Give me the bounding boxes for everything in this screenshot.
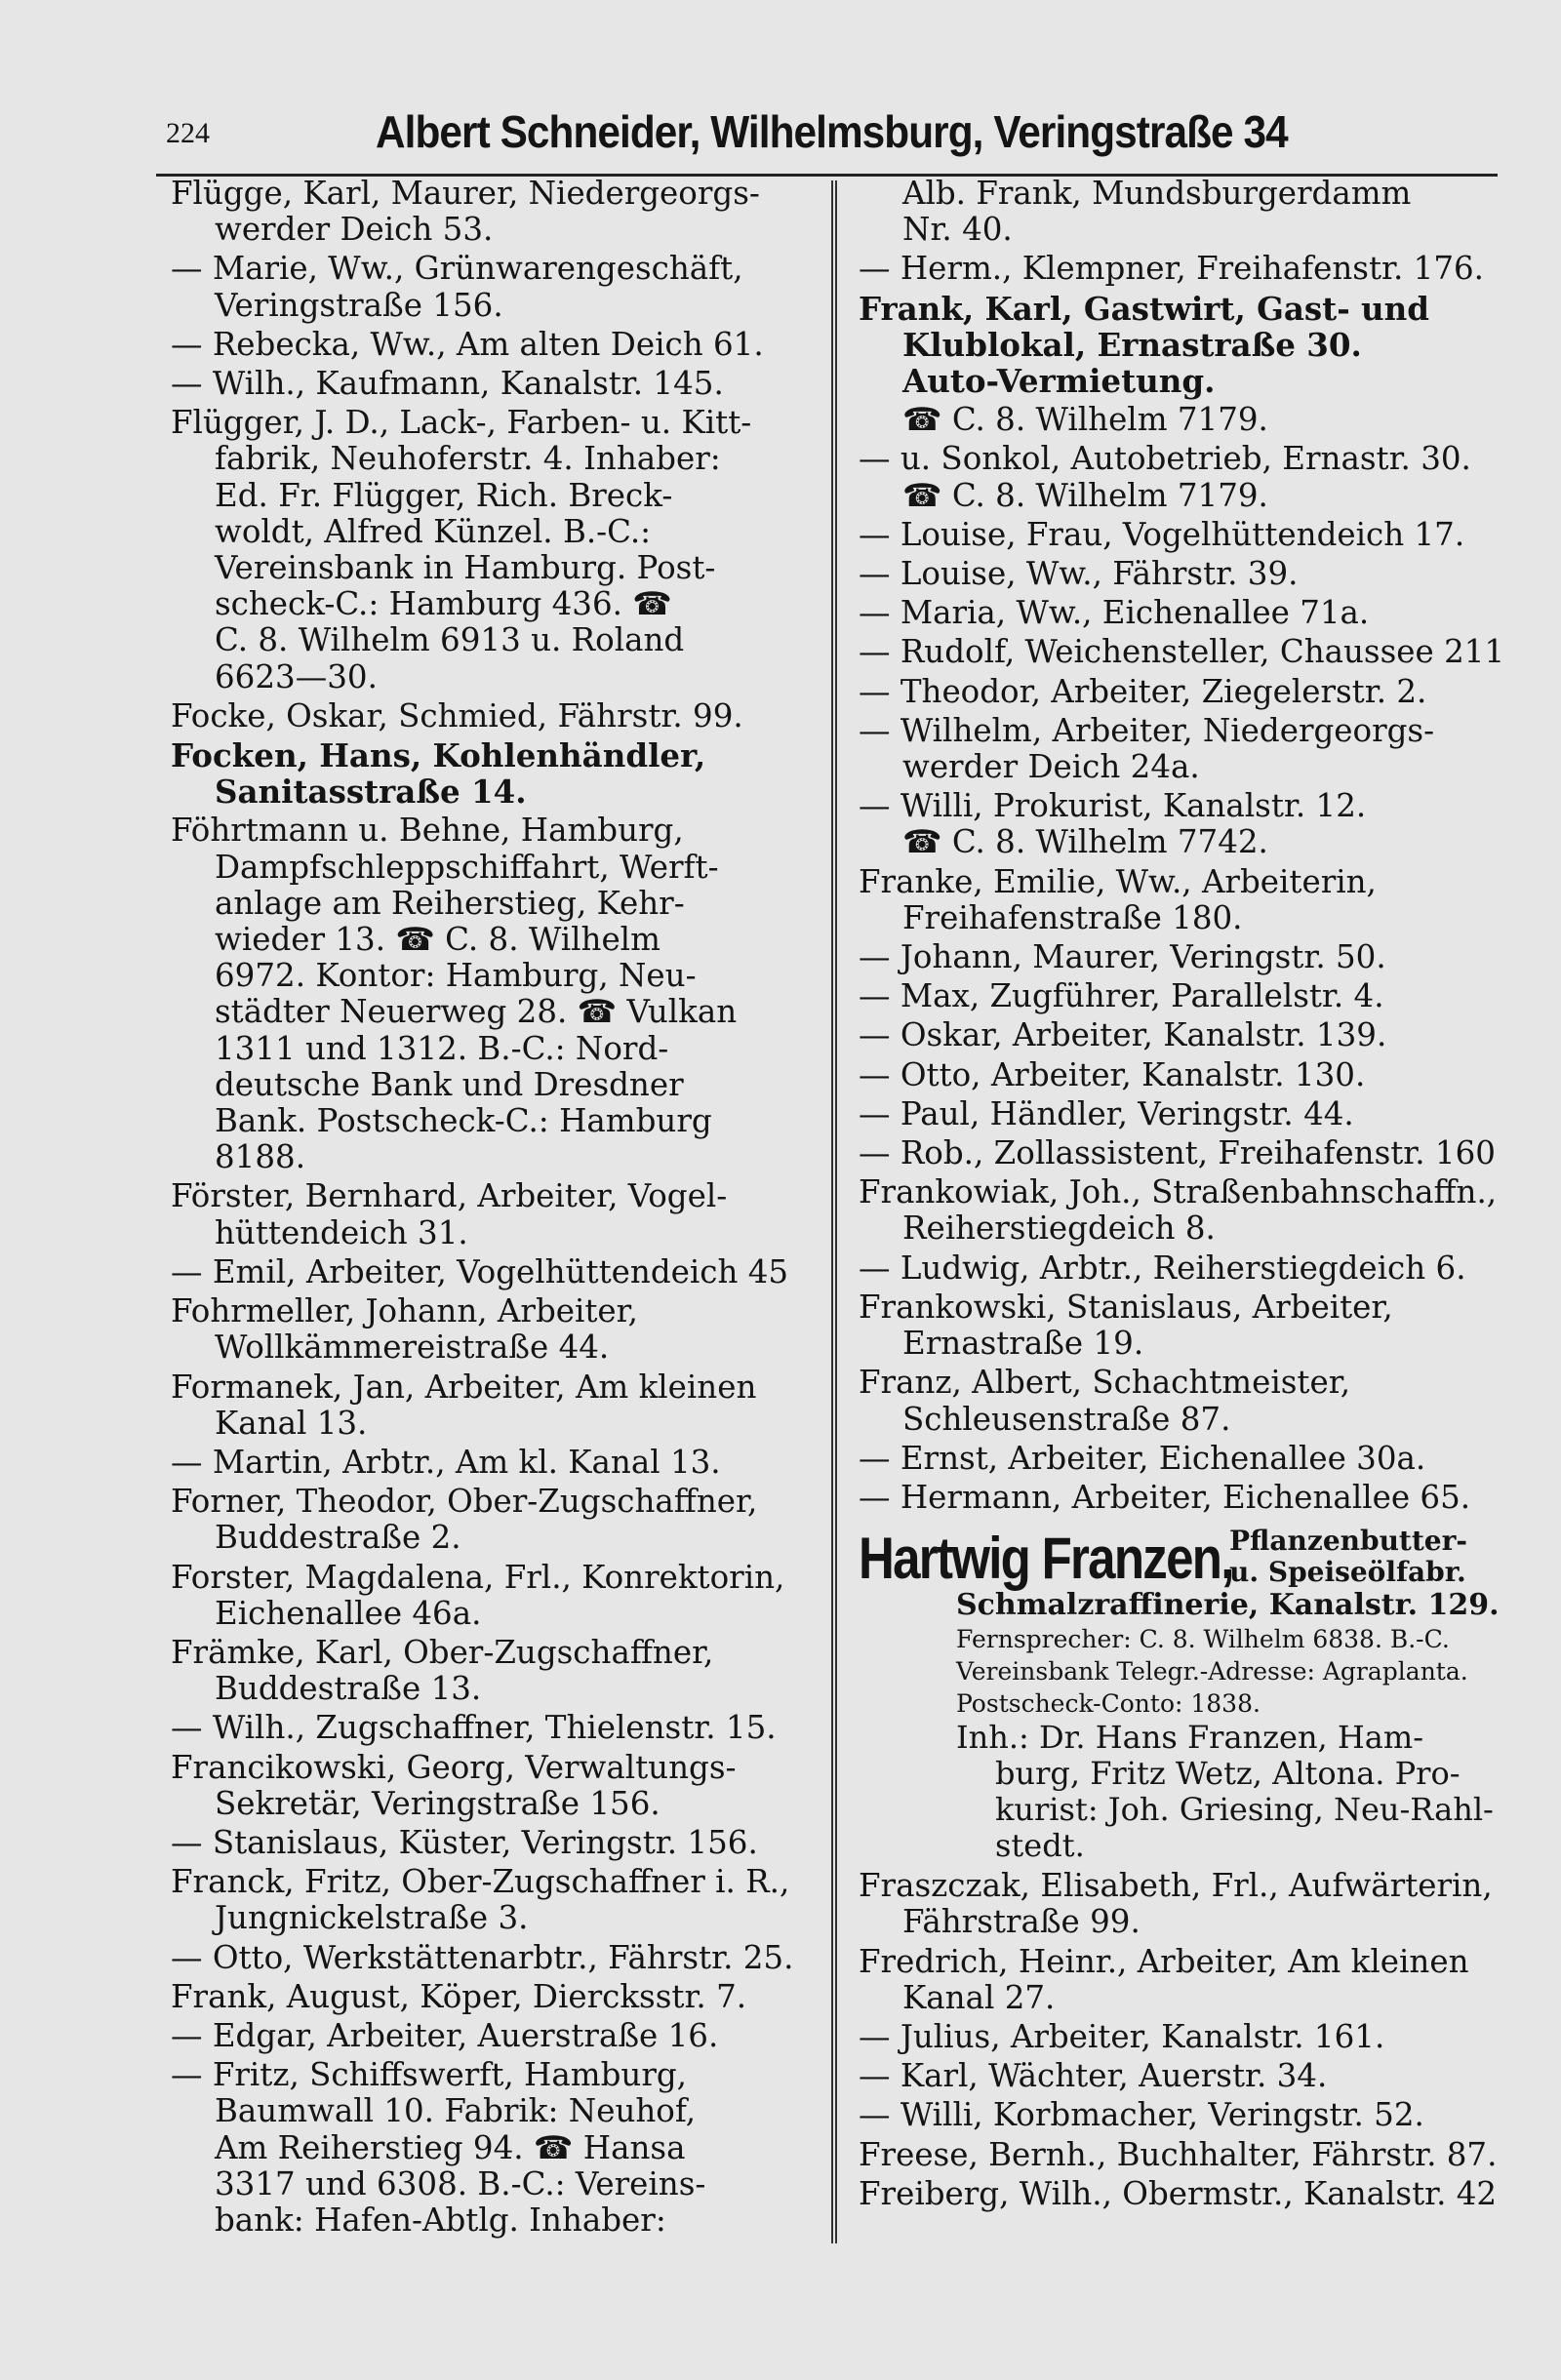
entry-line: — Ernst, Arbeiter, Eichenallee 30a. [859,1439,1426,1477]
entry-line: wieder 13. ☎ C. 8. Wilhelm [215,921,660,959]
directory-entry [859,634,1504,670]
entry-line: — Karl, Wächter, Auerstr. 34. [859,2057,1328,2095]
directory-entry [171,813,820,1175]
entry-line: Ernastraße 19. [902,1325,1144,1363]
ad-trade-line-1: Pflanzenbutter- [1229,1525,1467,1558]
ad-company-name: Hartwig Franzen, [859,1526,1233,1592]
entry-line: — Rob., Zollassistent, Freihafenstr. 160 [859,1134,1496,1172]
ad-body-line: kurist: Joh. Griesing, Neu-Rahl- [995,1791,1494,1829]
entry-line: anlage am Reiherstieg, Kehr- [215,884,685,922]
entry-line: Reiherstiegdeich 8. [902,1210,1216,1248]
ad-trade-line-2: u. Speiseölfabr. [1229,1556,1466,1589]
entry-line: Auto-Vermietung. [902,362,1216,401]
entry-line: — Willi, Prokurist, Kanalstr. 12. [859,787,1367,825]
directory-entry [859,251,1504,287]
directory-entry [171,1445,820,1481]
entry-line: Forner, Theodor, Ober-Zugschaffner, [171,1483,758,1521]
entry-line: C. 8. Wilhelm 6913 u. Roland [215,621,685,659]
advertisement [859,1526,1504,1864]
entry-line: 6623—30. [215,657,378,695]
entry-line: Sanitasstraße 14. [215,773,527,812]
entry-line: — Stanislaus, Küster, Veringstr. 156. [171,1823,758,1861]
directory-entry [171,327,820,363]
directory-entry [171,176,820,248]
entry-line: Ed. Fr. Flügger, Rich. Breck- [215,476,673,514]
entry-line: Frankowiak, Joh., Straßenbahnschaffn., [859,1173,1498,1211]
entry-line: — u. Sonkol, Autobetrieb, Ernastr. 30. [859,440,1471,478]
directory-entry [859,674,1504,710]
ad-body-line: burg, Fritz Wetz, Altona. Pro- [995,1755,1461,1793]
entry-line: Fredrich, Heinr., Arbeiter, Am kleinen [859,1942,1469,1980]
page-number: 224 [166,117,210,149]
directory-entry [859,1057,1504,1093]
entry-line: — Edgar, Arbeiter, Auerstraße 16. [171,2016,719,2054]
entry-line: werder Deich 24a. [902,748,1200,786]
entry-line: ☎ C. 8. Wilhelm 7742. [902,823,1268,861]
directory-entry [171,251,820,323]
column-divider [831,180,837,2243]
right-column-entries [859,176,1504,1516]
entry-line: hüttendeich 31. [215,1213,468,1251]
directory-entry [859,1135,1504,1171]
directory-entry [859,1017,1504,1053]
entry-line: — Hermann, Arbeiter, Eichenallee 65. [859,1478,1471,1516]
entry-line: fabrik, Neuhoferstr. 4. Inhaber: [215,440,721,478]
entry-line: Freiberg, Wilh., Obermstr., Kanalstr. 42 [859,2174,1498,2212]
directory-entry [171,405,820,695]
directory-entry [859,2058,1504,2094]
directory-entry [859,517,1504,553]
entry-line: — Emil, Arbeiter, Vogelhüttendeich 45 [171,1252,789,1290]
entry-line: 6972. Kontor: Hamburg, Neu- [215,957,697,995]
ad-header [859,1525,1504,1592]
entry-line: Dampfschleppschiffahrt, Werft- [215,848,719,886]
entry-line: — Julius, Arbeiter, Kanalstr. 161. [859,2017,1385,2055]
directory-entry [859,291,1504,400]
directory-entry [171,1635,820,1707]
directory-entry [859,595,1504,631]
entry-line: — Otto, Werkstättenarbtr., Fährstr. 25. [171,1938,794,1976]
directory-entry [859,1868,1504,1940]
entry-line: Jungnickelstraße 3. [215,1899,529,1937]
entry-line: — Max, Zugführer, Parallelstr. 4. [859,977,1384,1015]
directory-entry [859,713,1504,785]
entry-line: — Rudolf, Weichensteller, Chaussee 211 [859,633,1505,671]
entry-line: — Herm., Klempner, Freihafenstr. 176. [859,250,1485,288]
entry-line: Alb. Frank, Mundsburgerdamm [902,175,1412,212]
entry-line: Frank, August, Köper, Diercksstr. 7. [171,1977,747,2015]
entry-line: — Wilh., Zugschaffner, Thielenstr. 15. [171,1709,777,1747]
directory-entry [859,864,1504,936]
entry-line: 3317 und 6308. B.-C.: Vereins- [215,2164,706,2202]
ad-postscheck-line: Postscheck-Conto: 1838. [956,1689,1261,1719]
ad-body [859,1720,1504,1864]
entry-line: — Marie, Ww., Grünwarengeschäft, [171,250,743,288]
directory-entry [859,556,1504,592]
entry-line: ☎ C. 8. Wilhelm 7179. [902,476,1268,514]
entry-line: Sekretär, Veringstraße 156. [215,1784,660,1822]
entry-line: Freese, Bernh., Buchhalter, Fährstr. 87. [859,2135,1498,2173]
entry-line: Wollkämmereistraße 44. [215,1329,610,1367]
right-column [859,176,1504,2215]
entry-line: Buddestraße 13. [215,1670,482,1708]
entry-line: Eichenallee 46a. [215,1594,482,1632]
entry-line: Veringstraße 156. [215,286,503,324]
right-column-entries-after-ad [859,1868,1504,2212]
entry-line: Forster, Magdalena, Frl., Konrektorin, [171,1558,785,1596]
directory-entry [859,2097,1504,2133]
entry-line: Förster, Bernhard, Arbeiter, Vogel- [171,1177,728,1215]
entry-line: 8188. [215,1138,306,1176]
directory-entry [171,1825,820,1861]
entry-line: Am Reiherstieg 94. ☎ Hansa [215,2128,686,2166]
directory-entry [171,1750,820,1822]
entry-line: Focke, Oskar, Schmied, Fährstr. 99. [171,696,743,734]
entry-line: Kanal 13. [215,1404,368,1442]
entry-line: — Martin, Arbtr., Am kl. Kanal 13. [171,1443,721,1481]
entry-line: Frank, Karl, Gastwirt, Gast- und [859,289,1429,328]
entry-line: — Ludwig, Arbtr., Reiherstiegdeich 6. [859,1249,1466,1287]
directory-entry [171,1293,820,1366]
entry-line: Formanek, Jan, Arbeiter, Am kleinen [171,1368,757,1406]
directory-entry [859,402,1504,438]
entry-line: Franke, Emilie, Ww., Arbeiterin, [859,862,1377,900]
entry-line: Flügge, Karl, Maurer, Niedergeorgs- [171,175,760,212]
directory-entry [859,2019,1504,2055]
ad-body-line: stedt. [995,1827,1085,1865]
entry-line: Schleusenstraße 87. [902,1400,1231,1438]
entry-line: — Willi, Korbmacher, Veringstr. 52. [859,2096,1424,2134]
entry-line: Baumwall 10. Fabrik: Neuhof, [215,2092,697,2130]
page-header [156,105,1502,174]
directory-entry [171,2018,820,2054]
directory-entry [859,441,1504,513]
directory-entry [171,1254,820,1290]
entry-line: Främke, Karl, Ober-Zugschaffner, [171,1633,714,1671]
directory-entry [171,1940,820,1976]
directory-entry [859,788,1504,860]
entry-line: — Maria, Ww., Eichenallee 71a. [859,594,1370,632]
entry-line: — Johann, Maurer, Veringstr. 50. [859,938,1386,976]
entry-line: Kanal 27. [902,1978,1056,2016]
ad-trade-line-3: Schmalzraffinerie, Kanalstr. 129. [956,1588,1500,1623]
entry-line: bank: Hafen-Abtlg. Inhaber: [215,2201,666,2239]
entry-line: ☎ C. 8. Wilhelm 7179. [902,401,1268,439]
ad-bank-line: Vereinsbank Telegr.-Adresse: Agraplanta. [956,1657,1468,1686]
entry-line: Franck, Fritz, Ober-Zugschaffner i. R., [171,1863,790,1901]
entry-line: Francikowski, Georg, Verwaltungs- [171,1748,737,1786]
entry-line: — Otto, Arbeiter, Kanalstr. 130. [859,1055,1366,1093]
entry-line: Klublokal, Ernastraße 30. [902,325,1362,364]
directory-entry [171,366,820,402]
entry-line: woldt, Alfred Künzel. B.-C.: [215,512,652,550]
directory-entry [859,939,1504,975]
entry-line: — Paul, Händler, Veringstr. 44. [859,1094,1354,1132]
directory-entry [859,1441,1504,1477]
entry-line: — Wilh., Kaufmann, Kanalstr. 145. [171,365,724,403]
entry-line: — Oskar, Arbeiter, Kanalstr. 139. [859,1016,1387,1054]
directory-entry [171,1560,820,1632]
directory-entry [171,2057,820,2239]
entry-line: deutsche Bank und Dresdner [215,1065,684,1103]
directory-entry [171,737,820,810]
directory-entry [859,1289,1504,1362]
entry-line: werder Deich 53. [215,211,494,249]
entry-line: Frankowski, Stanislaus, Arbeiter, [859,1288,1393,1326]
entry-line: Fährstraße 99. [902,1903,1141,1941]
entry-line: Focken, Hans, Kohlenhändler, [171,736,706,775]
directory-entry [859,1174,1504,1247]
entry-line: Bank. Postscheck-C.: Hamburg [215,1102,712,1140]
directory-entry [859,1365,1504,1437]
directory-entry [859,1096,1504,1132]
directory-entry [171,1864,820,1936]
entry-line: Nr. 40. [902,211,1013,249]
directory-entry [859,176,1504,248]
directory-entry [859,1480,1504,1516]
entry-line: — Theodor, Arbeiter, Ziegelerstr. 2. [859,672,1427,710]
entry-line: Fohrmeller, Johann, Arbeiter, [171,1292,638,1330]
entry-line: — Fritz, Schiffswerft, Hamburg, [171,2056,687,2094]
entry-line: scheck-C.: Hamburg 436. ☎ [215,585,672,623]
directory-entry [859,2176,1504,2212]
entry-line: — Wilhelm, Arbeiter, Niedergeorgs- [859,711,1435,749]
ad-phone-line: Fernsprecher: C. 8. Wilhelm 6838. B.-C. [956,1625,1450,1654]
left-column [171,176,820,2241]
directory-entry [171,1979,820,2015]
entry-line: Buddestraße 2. [215,1519,461,1557]
directory-entry [171,1484,820,1556]
directory-entry [859,2137,1504,2173]
directory-entry [171,1369,820,1442]
running-title: Albert Schneider, Wilhelmsburg, Veringstraße 34 [376,106,1288,157]
entry-line: Franz, Albert, Schachtmeister, [859,1364,1351,1402]
entry-line: 1311 und 1312. B.-C.: Nord- [215,1029,669,1067]
entry-line: — Louise, Ww., Fährstr. 39. [859,555,1299,593]
entry-line: Freihafenstraße 180. [902,898,1243,936]
directory-entry [859,1250,1504,1287]
ad-trade [1229,1526,1467,1588]
entry-line: Flügger, J. D., Lack-, Farben- u. Kitt- [171,404,752,442]
entry-line: städter Neuerweg 28. ☎ Vulkan [215,993,738,1031]
directory-entry [859,978,1504,1014]
entry-line: Vereinsbank in Hamburg. Post- [215,549,716,587]
directory-entry [171,698,820,734]
directory-entry [859,1944,1504,2016]
directory-entry [171,1710,820,1746]
entry-line: Föhrtmann u. Behne, Hamburg, [171,812,684,850]
entry-line: Fraszczak, Elisabeth, Frl., Aufwärterin, [859,1867,1493,1905]
ad-body-line: Inh.: Dr. Hans Franzen, Ham- [956,1719,1424,1757]
directory-entry [171,1178,820,1250]
entry-line: — Rebecka, Ww., Am alten Deich 61. [171,325,764,363]
entry-line: — Louise, Frau, Vogelhüttendeich 17. [859,515,1465,553]
